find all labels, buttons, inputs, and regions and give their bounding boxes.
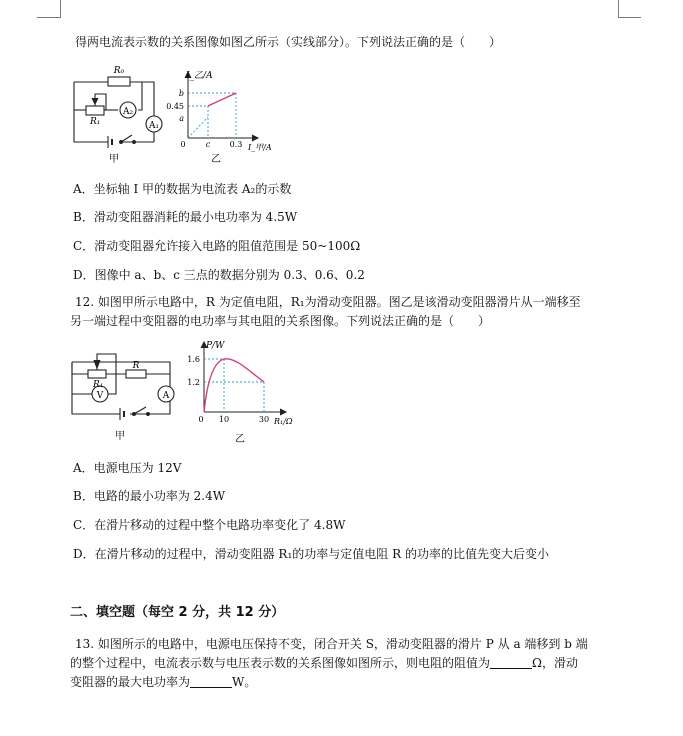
q13-unit1: Ω，滑动	[532, 656, 578, 670]
q12-jia-caption: 甲	[115, 431, 125, 442]
q12-xlabel: R₁/Ω	[274, 417, 293, 426]
q12-xtick-10: 10	[218, 415, 230, 424]
q11-ytick-b: b	[178, 89, 184, 98]
q12-xtick-30: 30	[258, 415, 270, 424]
q12-stem-line2: 另一端过程中变阻器的电功率与其电阻的关系图像。下列说法正确的是（ ）	[70, 314, 491, 328]
q12-stem-line1: 12. 如图甲所示电路中，R 为定值电阻，R₁为滑动变阻器。图乙是该滑动变阻器滑片从一端移至	[75, 295, 581, 309]
section-heading-fill-in: 二、填空题（每空 2 分，共 12 分）	[70, 605, 285, 620]
q12-option-d: D．在滑片移动的过程中，滑动变阻器 R₁的功率与定值电阻 R 的功率的比值先变大后变小	[73, 547, 549, 561]
a1-label: A₁	[148, 121, 160, 131]
a2-label: A₂	[122, 107, 134, 117]
corner-mark-right	[618, 0, 641, 18]
q11-ylabel: I_乙/A	[186, 71, 213, 81]
q11-solid-curve	[208, 93, 236, 106]
q12-option-b: B．电路的最小功率为 2.4W	[73, 489, 226, 503]
q11-option-b: B．滑动变阻器消耗的最小电功率为 4.5W	[73, 210, 298, 224]
q11-ytick-a: a	[179, 114, 184, 123]
q12-ylabel: P/W	[206, 341, 225, 351]
q11-xtick-03: 0.3	[229, 140, 243, 149]
v-label: V	[96, 391, 104, 401]
answer-blank-1[interactable]	[490, 656, 532, 669]
q11-xtick-c: c	[205, 140, 211, 149]
answer-blank-2[interactable]	[190, 675, 232, 688]
q11-circuit-figure	[68, 62, 168, 170]
q11-option-c: C．滑动变阻器允许接入电路的阻值范围是 50~100Ω	[73, 239, 361, 253]
q12-yi-caption: 乙	[235, 434, 245, 445]
r0-label: R₀	[113, 66, 125, 76]
r1-label: R₁	[93, 380, 104, 390]
q12-circuit-figure	[66, 340, 184, 448]
r1-label: R₁	[90, 117, 101, 127]
q12-guide-lines	[204, 359, 264, 412]
q12-option-c: C．在滑片移动的过程中整个电路功率变化了 4.8W	[73, 518, 346, 532]
q13-line2	[70, 655, 578, 671]
battery-icon	[108, 136, 112, 148]
q13-line3-text: 变阻器的最大电功率为	[70, 675, 191, 689]
q13-line1: 13. 如图所示的电路中，电源电压保持不变，闭合开关 S，滑动变阻器的滑片 P 从 a 端移到 b 端	[75, 637, 588, 651]
q12-power-curve	[204, 359, 264, 412]
q13-unit2: W。	[232, 675, 257, 689]
q11-stem: 得两电流表示数的关系图像如图乙所示（实线部分）。下列说法正确的是（ ）	[75, 35, 502, 49]
q11-option-d: D．图像中 a、b、c 三点的数据分别为 0.3、0.6、0.2	[73, 268, 365, 282]
q12-graph-figure	[180, 338, 310, 448]
corner-mark-left	[37, 0, 61, 18]
q12-ytick-12: 1.2	[187, 378, 200, 387]
q12-xtick-0: 0	[198, 415, 204, 424]
battery-icon	[120, 408, 124, 420]
ammeter-a2-icon	[120, 102, 136, 118]
q12-option-a: A．电源电压为 12V	[73, 461, 182, 475]
q11-ytick-045: 0.45	[166, 102, 184, 111]
q11-option-a: A．坐标轴 I 甲的数据为电流表 A₂的示数	[73, 182, 292, 196]
q13-line2-text: 的整个过程中，电流表示数与电压表示数的关系图像如图所示，则电阻的阻值为	[70, 656, 491, 670]
ammeter-icon	[158, 386, 174, 402]
a-label: A	[162, 391, 170, 401]
ammeter-a1-icon	[146, 116, 162, 132]
q11-graph-figure	[164, 68, 280, 170]
q11-xtick-0: 0	[180, 140, 186, 149]
q11-yi-caption: 乙	[211, 154, 221, 165]
q13-line3	[70, 674, 256, 690]
q11-jia-caption: 甲	[109, 154, 119, 165]
q12-ytick-16: 1.6	[187, 355, 200, 364]
q11-guide-lines	[188, 93, 236, 138]
q11-xlabel: I_甲/A	[248, 143, 272, 152]
r-label: R	[132, 361, 140, 371]
